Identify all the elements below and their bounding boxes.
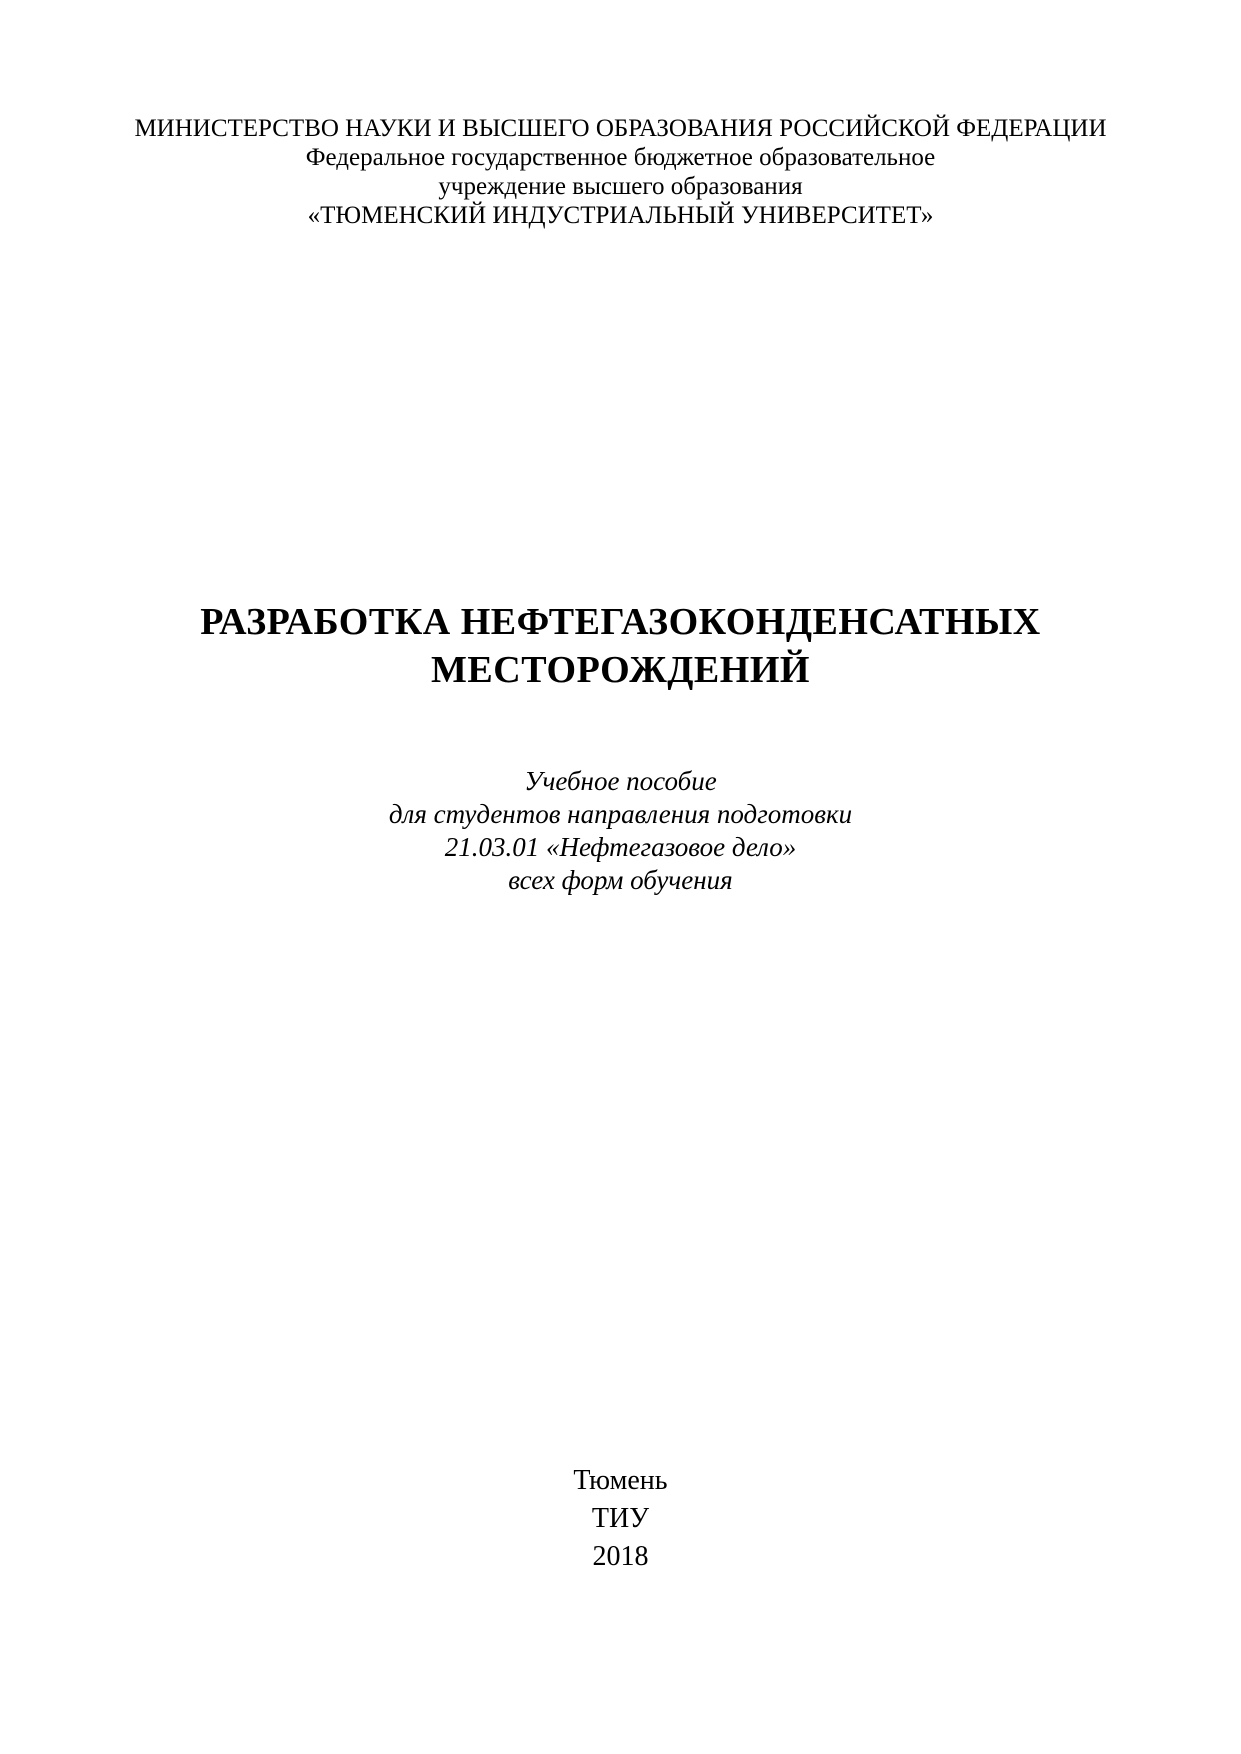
subtitle-line-2: для студентов направления подготовки bbox=[388, 799, 853, 829]
title-line-2: МЕСТОРОЖДЕНИЙ bbox=[431, 649, 810, 691]
imprint bbox=[0, 1462, 1241, 1576]
title-line-1: РАЗРАБОТКА НЕФТЕГАЗОКОНДЕНСАТНЫХ bbox=[200, 601, 1041, 643]
imprint-year: 2018 bbox=[592, 1541, 649, 1572]
document-title bbox=[0, 598, 1241, 694]
document-subtitle bbox=[0, 765, 1241, 897]
university-name-line: «ТЮМЕНСКИЙ ИНДУСТРИАЛЬНЫЙ УНИВЕРСИТЕТ» bbox=[307, 202, 934, 229]
institution-type-line: Федеральное государственное бюджетное образовательное bbox=[305, 144, 936, 171]
institution-education-line: учреждение высшего образования bbox=[438, 173, 803, 200]
subtitle-line-3: 21.03.01 «Нефтегазовое дело» bbox=[444, 832, 797, 862]
subtitle-line-4: всех форм обучения bbox=[508, 865, 733, 895]
imprint-city: Тюмень bbox=[573, 1465, 668, 1496]
ministry-line: МИНИСТЕРСТВО НАУКИ И ВЫСШЕГО ОБРАЗОВАНИЯ РОССИЙСКОЙ ФЕДЕРАЦИИ bbox=[134, 115, 1107, 142]
subtitle-line-1: Учебное пособие bbox=[524, 766, 717, 796]
imprint-publisher: ТИУ bbox=[591, 1503, 650, 1534]
institution-header bbox=[0, 114, 1241, 230]
